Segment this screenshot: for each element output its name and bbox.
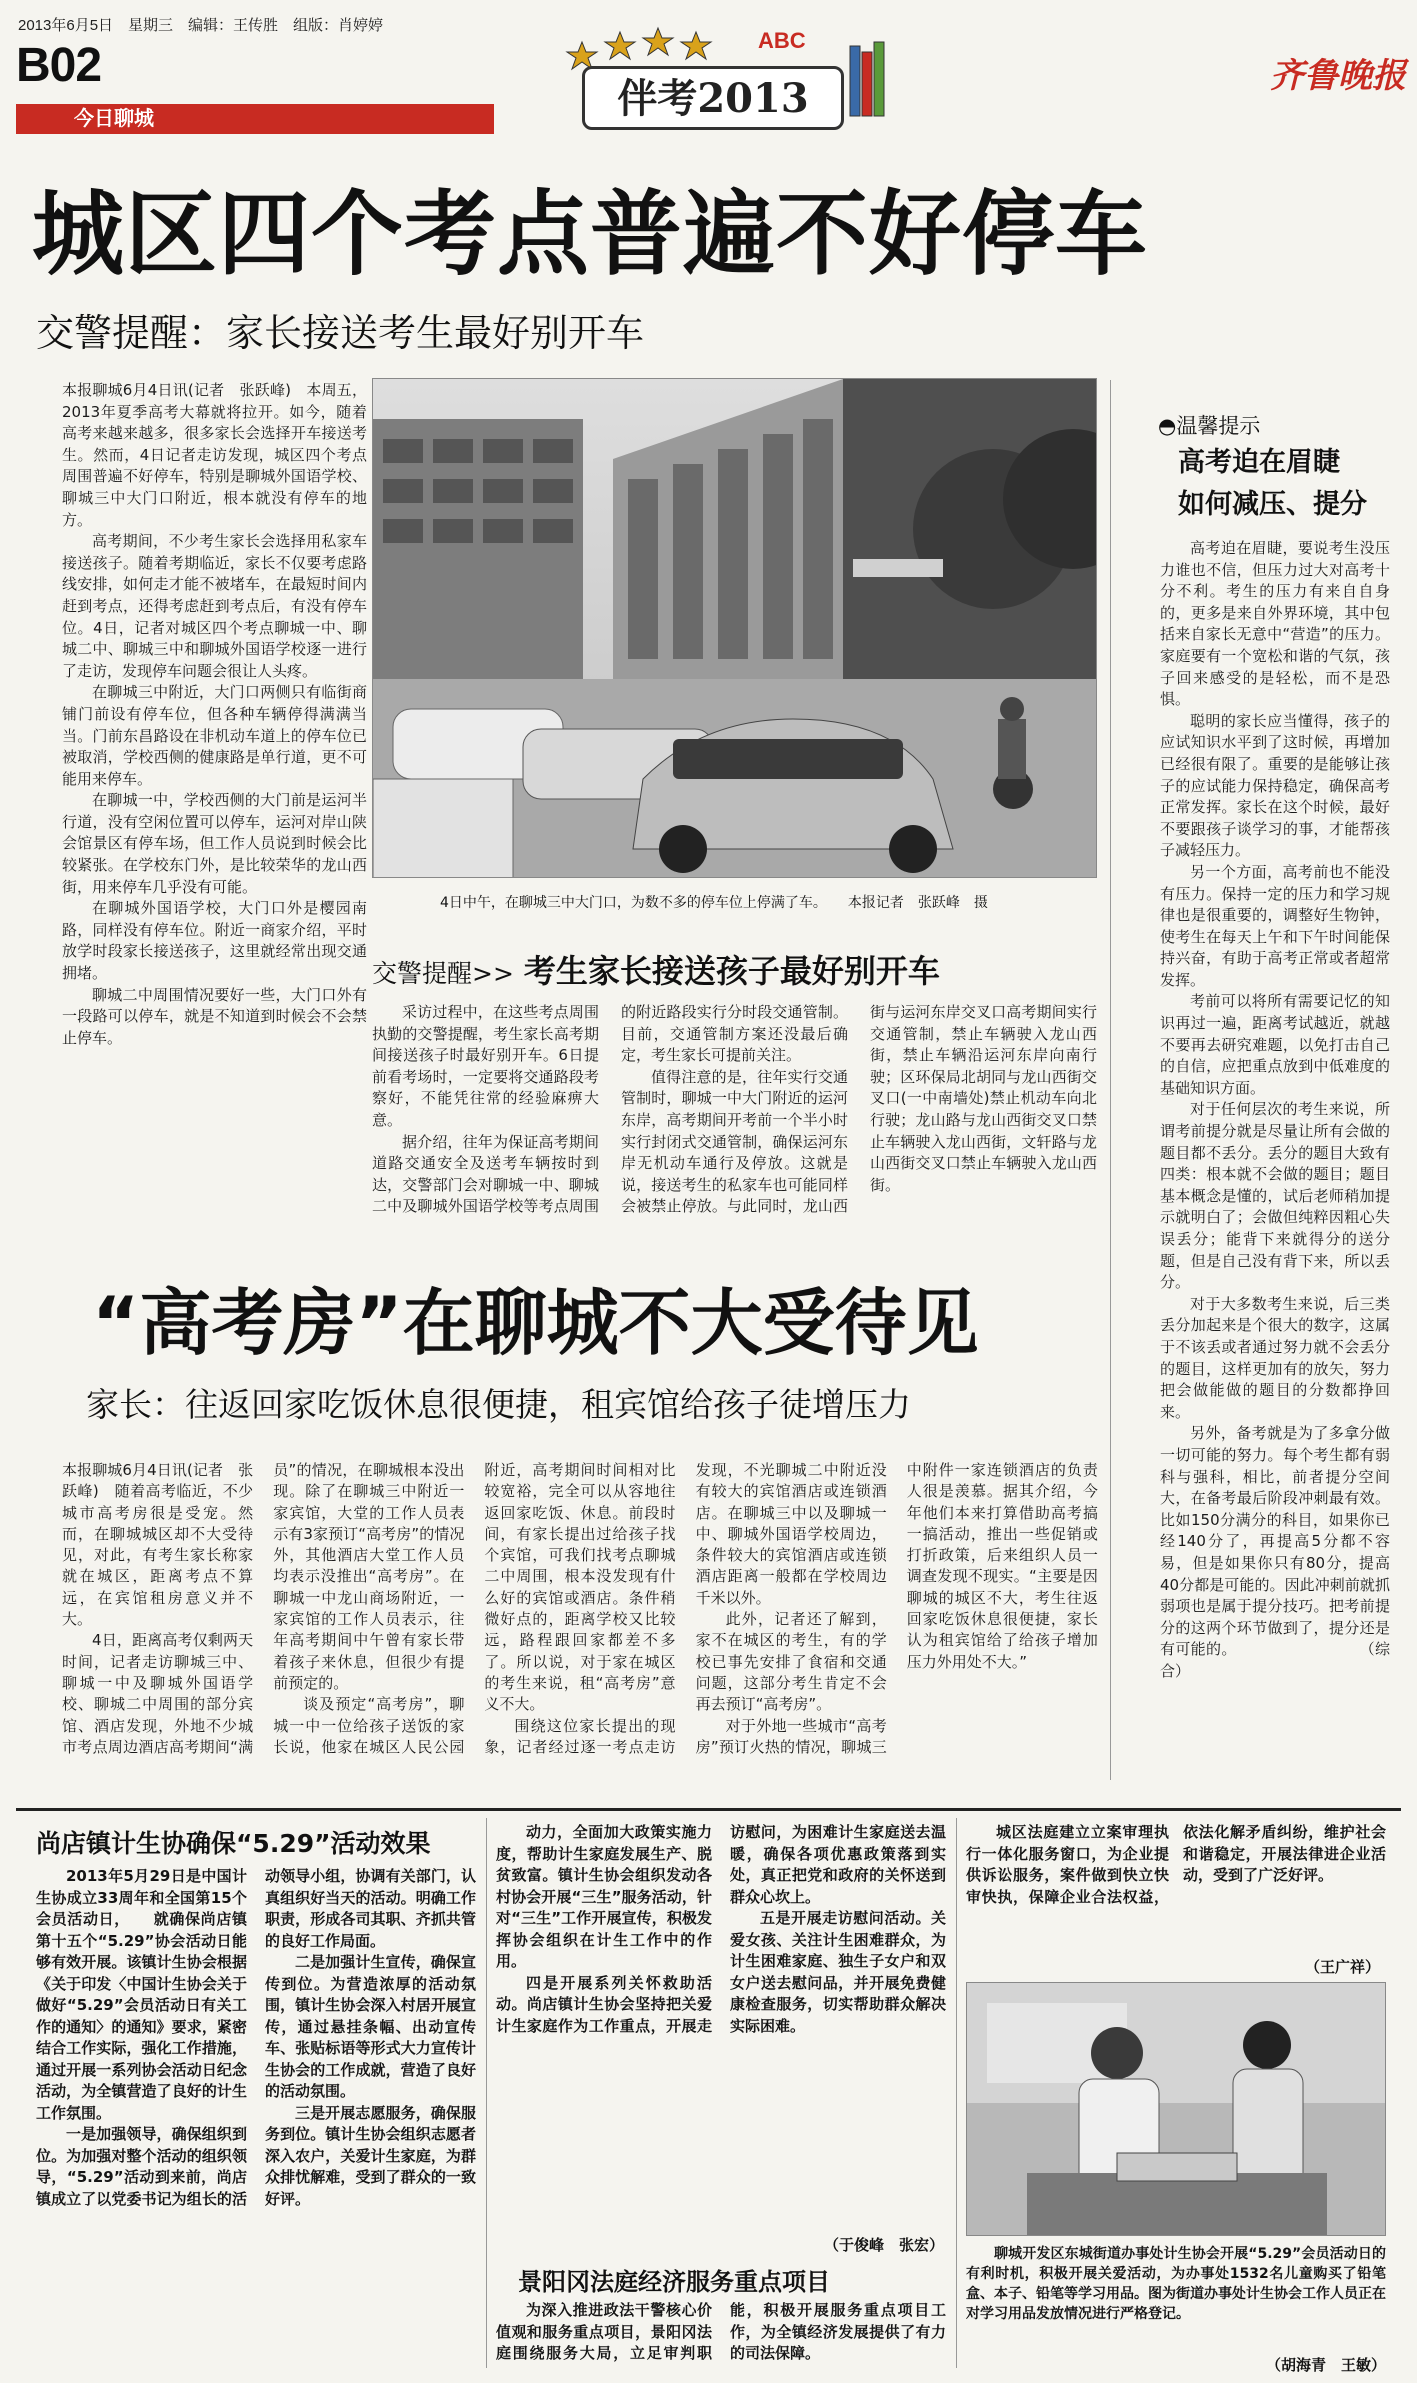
date-line: 2013年6月5日 星期三 编辑：王传胜 组版：肖婷婷 bbox=[18, 17, 384, 34]
volunteers-photo-icon bbox=[967, 1983, 1386, 2236]
paragraph: 高考迫在眉睫，要说考生没压力谁也不信，但压力过大对高考十分不利。考生的压力有来自自身的，更多是来自外界环境，其中包括来自家长无意中“营造”的压力。家庭要有一个宽松和谐的气氛，孩子回来感受的是轻松，而不是恐惧。 bbox=[1160, 539, 1390, 709]
paragraph: 4日，距离高考仅剩两天时间，记者走访聊城三中、聊城一中及聊城外国语学校、聊城二中周围的部分宾馆、酒店发现，外地不少城市考点周边酒店高考期间“满员”的情况，在聊城根本没出现。除了在聊城三中附近一家宾馆，大堂的工作人员表示有3家预订“高考房”的情况外，其他酒店大堂工作人员均表示没推出“高考房”。在聊城一中龙山商场附近，一家宾馆的工作人员表示，往年高考期间中午曾有家长带着孩子来休息，但很少有提前预定的。 bbox=[62, 1461, 465, 1756]
sidebar-title-line: 如何减压、提分 bbox=[1178, 489, 1367, 520]
lower-mid-bottom bbox=[496, 2300, 946, 2370]
paragraph: 围绕这位家长提出的现象，记者经过逐一考点走访发现，不光聊城二中附近没有较大的宾馆酒店或连锁酒店。在聊城三中以及聊城一中、聊城外国语学校周边，条件较大的宾馆酒店或连锁酒店距离一般都在学校周边千米以外。 bbox=[484, 1461, 887, 1756]
paragraph: 聊城开发区东城街道办事处计生协会开展“5.29”会员活动日的有利时机，积极开展关爱活动，为办事处1532名儿童购买了铅笔盒、本子、铅笔等学习用品。图为街道办事处计生协会工作人员正在对学习用品发放情况进行严格登记。 bbox=[966, 2246, 1386, 2322]
paragraph: 聊城二中周围情况要好一些，大门口外有一段路可以停车，就是不知道到时候会不会禁止停车。 bbox=[62, 985, 367, 1047]
paragraph: 聪明的家长应当懂得，孩子的应试知识水平到了这时候，再增加已经很有限了。重要的是能够让孩子的应试能力保持稳定，确保高考正常发挥。家长在这个时候，最好不要跟孩子谈学习的事，才能帮孩子减轻压力。 bbox=[1160, 711, 1390, 860]
section-rule bbox=[16, 1808, 1401, 1811]
paragraph: 高考期间，不少考生家长会选择用私家车接送孩子。随着考期临近，家长不仅要考虑路线安排，如何走才能不被堵车，在最短时间内赶到考点，还得考虑赶到考点后，有没有停车位。4日，记者对城区四个考点聊城一中、聊城二中、聊城三中和聊城外国语学校逐一进行了走访，发现停车问题会很让人头疼。 bbox=[62, 532, 367, 680]
paragraph: 对于大多数考生来说，后三类丢分加起来是个很大的数字，这属于不该丢或者通过努力就不会丢分的题目，这样更加有的放矢，努力把会做能做的题目的分数都挣回来。 bbox=[1160, 1294, 1390, 1421]
lower-left-title: 尚店镇计生协确保“5.29”活动效果 bbox=[36, 1829, 431, 1858]
paragraph: 对于任何层次的考生来说，所谓考前提分就是尽量让所有会做的题目都不丢分。丢分的题目大致有四类：根本就不会做的题目；题目基本概念是懂的，试后老师稍加提示就明白了；会做但纯粹因粗心失误丢分；能背下来就得分的送分题，但是自己没有背下来，所以丢分。 bbox=[1160, 1100, 1390, 1292]
paragraph: 四是开展系列关怀救助活动。尚店镇计生协会坚持把关爱计生家庭作为工作重点，开展走访慰问，为困难计生家庭送去温暖，确保各项优惠政策落到实处，真正把党和政府的关怀送到群众心坎上。 bbox=[496, 1823, 946, 2035]
column-divider bbox=[486, 1818, 487, 2368]
article1-col1 bbox=[62, 380, 367, 1300]
event-photo bbox=[966, 1982, 1386, 2236]
right-photo-caption bbox=[966, 2244, 1386, 2352]
lower-mid-title: 景阳冈法庭经济服务重点项目 bbox=[518, 2268, 830, 2296]
column-divider bbox=[1110, 380, 1111, 1780]
right-photo-byline: （胡海青 王敏） bbox=[1265, 2356, 1386, 2374]
paragraph: 三是开展志愿服务，确保服务到位。镇计生协会组织志愿者深入农户，关爱计生家庭，为群众排忧解难，受到了群众的一致好评。 bbox=[265, 2103, 476, 2208]
street-photo bbox=[372, 378, 1097, 878]
paragraph: 2013年5月29日是中国计生协成立33周年和全国第15个会员活动日， 就确保尚店镇第十五个“5.29”协会活动日能够有效开展。该镇计生协会根据《关于印发〈中国计生协会关于做好“5.29”会员活动日有关工作的通知〉的通知》要求，紧密结合工作实际，强化工作措施，通过开展一系列协会活动日纪念活动，为全镇营造了良好的计生工作氛围。 bbox=[36, 1867, 247, 2122]
headline-2: “高考房”在聊城不大受待见 bbox=[92, 1281, 979, 1365]
paragraph: 另一个方面，高考前也不能没有压力。保持一定的压力和学习规律也是很重要的，调整好生物钟，使考生在每天上午和下午时间能保持兴奋，有助于高考正常或者超常发挥。 bbox=[1160, 862, 1390, 989]
paragraph: 本报聊城6月4日讯(记者 张跃峰) 随着高考临近，不少城市高考房很是受宠。然而，在聊城城区却不大受待见，对此，有考生家长称家就在城区，距离考点不算远，在宾馆租房意义并不大。 bbox=[62, 1461, 254, 1629]
paragraph: 二是加强计生宣传，确保宣传到位。为营造浓厚的活动氛围，镇计生协会深入村居开展宣传，通过悬挂条幅、出动宣传车、张贴标语等形式大力宣传计生协会的工作成就，营造了良好的活动氛围。 bbox=[265, 1953, 476, 2100]
lower-right-body bbox=[966, 1822, 1386, 1954]
lower-left-body bbox=[36, 1866, 476, 2366]
paper-logo: 齐鲁晚报 bbox=[1270, 56, 1406, 96]
sidebar-title bbox=[1178, 442, 1367, 526]
subhead-1: 交警提醒：家长接送考生最好别开车 bbox=[36, 311, 645, 355]
paragraph: 值得注意的是，往年实行交通管制时，聊城一中大门附近的运河东岸，高考期间开考前一个半小时实行封闭式交通管制，确保运河东岸无机动车通行及停放。这就是说，接送考生的私家车也可能同样会被禁止停放。与此同时，龙山西街与运河东岸交叉口高考期间实行交通管制，禁止车辆驶入龙山西街，禁止车辆沿运河东岸向南行驶；区环保局北胡同与龙山西街交叉口(一中南墙处)禁止机动车向北行驶；龙山路与龙山西街交叉口禁止车辆驶入龙山西街，文轩路与龙山西街交叉口禁止车辆驶入龙山西街。 bbox=[621, 1003, 1097, 1216]
sidebar-tag bbox=[1158, 410, 1260, 440]
headline-1: 城区四个考点普遍不好停车 bbox=[32, 181, 1149, 288]
lower-mid-body bbox=[496, 1822, 946, 2228]
paragraph: 据介绍，往年为保证高考期间道路交通安全及送考车辆按时到达，交警部门会对聊城一中、聊城二中及聊城外国语学校等考点周围的附近路段实行分时段交通管制。目前，交通管制方案还没最后确定，考生家长可提前关注。 bbox=[372, 1003, 848, 1216]
section-bar: 今日聊城 bbox=[16, 104, 494, 134]
photo-caption: 4日中午，在聊城三中大门口，为数不多的停车位上停满了车。 本报记者 张跃峰 摄 bbox=[440, 895, 988, 911]
paragraph: 考前可以将所有需要记忆的知识再过一遍，距离考试越近，就越不要再去研究难题，以免打击自己的自信，应把重点放到中低难度的基础知识方面。 bbox=[1160, 992, 1390, 1097]
banner-title: 伴考2013 bbox=[617, 75, 809, 122]
subhead-2: 家长：往返回家吃饭休息很便捷，租宾馆给孩子徒增压力 bbox=[86, 1385, 911, 1424]
article1-col2 bbox=[372, 1002, 1097, 1302]
banner-box bbox=[582, 66, 844, 130]
parking-photo-icon bbox=[373, 379, 1097, 878]
article2-body bbox=[62, 1460, 1098, 1828]
bulb-icon: ◓ bbox=[1158, 414, 1177, 438]
paragraph: 对于外地一些城市“高考房”预订火热的情况，聊城三中附件一家连锁酒店的负责人很是羡慕。据其介绍，今年他们本来打算借助高考搞一搞活动，推出一些促销或打折政策，后来组织人员一调查发现不现实。“主要是因聊城的城区不大，考生往返回家吃饭休息很便捷，家长认为租宾馆给了给孩子增加压力外用处不大。” bbox=[695, 1461, 1098, 1756]
paragraph: 在聊城三中附近，大门口两侧只有临街商铺门前设有停车位，但各种车辆停得满满当当。门前东昌路设在非机动车道上的停车位已被取消，学校西侧的健康路是单行道，更不可能用来停车。 bbox=[62, 683, 367, 788]
paragraph: 为深入推进政法干警核心价值观和服务重点项目，景阳冈法庭围绕服务大局，立足审判职能，积极开展服务重点项目工作，为全镇经济发展提供了有力的司法保障。 bbox=[496, 2301, 946, 2362]
paragraph: 在聊城一中，学校西侧的大门前是运河半行道，没有空闲位置可以停车，运河对岸山陕会馆景区有停车场，但工作人员说到时候会比较紧张。在学校东门外，是比较荣华的龙山西街，用来停车几乎没有可能。 bbox=[62, 791, 367, 896]
sidebar-tag-label: 温馨提示 bbox=[1176, 414, 1261, 438]
sidebar-title-line: 高考迫在眉睫 bbox=[1178, 447, 1340, 478]
kicker-label: 交警提醒>> bbox=[372, 959, 514, 988]
kicker-title: 考生家长接送孩子最好别开车 bbox=[523, 952, 940, 990]
paragraph: 动力，全面加大政策实施力度，帮助计生家庭发展生产、脱贫致富。镇计生协会组织发动各村协会开展“三生”服务活动，针对“三生”工作开展宣传，积极发挥协会组织在计生工作中的作用。 bbox=[496, 1823, 712, 1970]
paragraph: 城区法庭建立立案审理执行一体化服务窗口，为企业提供诉讼服务，案件做到快立快审快执，保障企业合法权益，依法化解矛盾纠纷，维护社会和谐稳定，开展法律进企业活动，受到了广泛好评。 bbox=[966, 1823, 1386, 1906]
column-divider bbox=[956, 1818, 957, 2368]
paragraph: 谈及预定“高考房”，聊城一中一位给孩子送饭的家长说，他家在城区人民公园附近，高考期间时间相对比较宽裕，完全可以从容地往返回家吃饭、休息。前段时间，有家长提出过给孩子找个宾馆，可我们找考点聊城二中周围，根本没发现有什么好的宾馆或酒店。条件稍微好点的，距离学校又比较远，路程跟回家都差不多了。所以说，对于家在城区的考生来说，租“高考房”意义不大。 bbox=[273, 1461, 676, 1756]
paragraph: 在聊城外国语学校，大门口外是樱园南路，同样没有停车位。附近一商家介绍，平时放学时段家长接送孩子，这里就经常出现交通拥堵。 bbox=[62, 899, 367, 983]
paragraph: 本报聊城6月4日讯(记者 张跃峰) 本周五，2013年夏季高考大幕就将拉开。如今，随着高考来越来越多，很多家长会选择开车接送考生。然而，4日记者走访发现，城区四个考点周围普遍不好停车，特别是聊城外国语学校、聊城三中大门口附近，根本就没有停车的地方。 bbox=[62, 381, 367, 529]
banner-badge: ABC bbox=[758, 28, 806, 53]
paragraph: 另外，备考就是为了多拿分做一切可能的努力。每个考生都有弱科与强科，相比，前者提分空间大，在备考最后阶段冲刺最有效。比如150分满分的科目，如果你已经140分了，再提高5分都不容易，但是如果你只有80分，提高40分都是可能的。因此冲刺前就抓弱项也是属于提分技巧。把考前提分的这两个环节做到了，提分还是有可能的。 （综合） bbox=[1160, 1424, 1390, 1680]
paragraph: 一是加强领导，确保组织到位。为加强对整个活动的组织领导，“5.29”活动到来前，尚店镇成立了以党委书记为组长的活动领导小组，协调有关部门，认真组织好当天的活动。明确工作职责，形成各司其职、齐抓共管的良好工作局面。 bbox=[36, 1867, 476, 2208]
paragraph: 此外，记者还了解到，家不在城区的考生，有的学校已事先安排了食宿和交通问题，这部分考生肯定不会再去预订“高考房”。 bbox=[695, 1610, 887, 1714]
paragraph: 五是开展走访慰问活动。关爱女孩、关注计生困难群众，为计生困难家庭、独生子女户和双女户送去慰问品，并开展免费健康检查服务，切实帮助群众解决实际困难。 bbox=[730, 1909, 946, 2035]
banner bbox=[520, 22, 896, 134]
mid-byline: （于俊峰 张宏） bbox=[823, 2236, 944, 2254]
page-number: B02 bbox=[16, 39, 102, 92]
kicker bbox=[372, 946, 940, 992]
right-byline: （王广祥） bbox=[1304, 1958, 1380, 1976]
paragraph: 采访过程中，在这些考点周围执勤的交警提醒，考生家长高考期间接送孩子时最好别开车。6日提前看考场时，一定要将交通路段考察好，不能凭往常的经验麻痹大意。 bbox=[372, 1003, 599, 1129]
